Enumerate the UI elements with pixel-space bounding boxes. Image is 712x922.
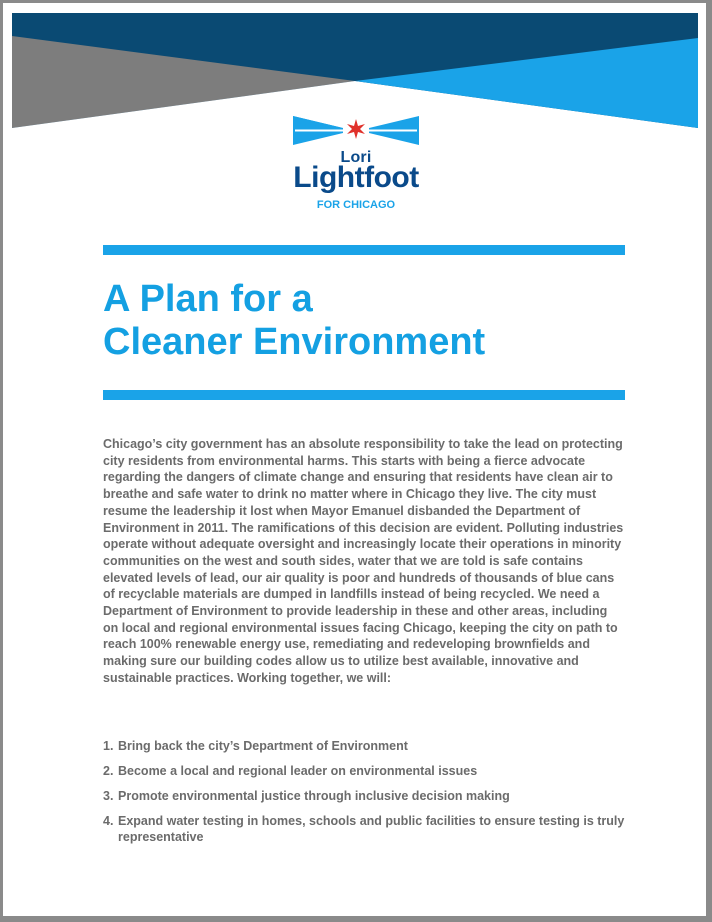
list-item-text: Expand water testing in homes, schools and public facilities to ensure testing is truly representative [118, 814, 625, 844]
page-title [103, 278, 663, 364]
list-item-text: Become a local and regional leader on environmental issues [118, 764, 478, 778]
intro-paragraph: Chicago’s city government has an absolute responsibility to take the lead on protecting city residents from environmental harms. This starts with being a fierce advocate regarding the dangers of climate change and ensuring that residents have clean air to breathe and safe water to drink no matter where in Chicago they live. The city must resume the leadership it lost when Mayor Emanuel disbanded the Department of Environment in 2011. The ramifications of this decision are evident. Polluting industries operate without adequate oversight and increasingly locate their operations in minority communities on the west and south sides, water that we are told is safe contains elevated levels of lead, our air quality is poor and hundreds of thousands of blue cans of recyclable materials are dumped in landfills instead of being recycled. We need a Department of Environment to provide leadership in these and other areas, including on local and regional environmental issues facing Chicago, keeping the city on path to reach 100% renewable energy use, remediating and redeveloping brownfields and making sure our building codes allow us to utilize best available, innovative and sustainable practices. Working together, we will: [103, 437, 624, 685]
list-item-number: 2. [103, 764, 114, 778]
chicago-star-icon [291, 111, 421, 149]
title-line-2: Cleaner Environment [103, 321, 486, 363]
commitments-list [103, 738, 625, 854]
logo-first-name: Lori [340, 149, 372, 166]
list-item-number: 4. [103, 814, 114, 828]
list-item-text: Bring back the city’s Department of Environment [118, 739, 408, 753]
list-item-number: 1. [103, 739, 114, 753]
logo-tagline: FOR CHICAGO [316, 199, 396, 211]
list-item-text: Promote environmental justice through inclusive decision making [118, 789, 510, 803]
list-item [103, 813, 625, 845]
title-rule-bottom [103, 390, 625, 400]
list-item [103, 738, 625, 754]
list-item [103, 763, 625, 779]
document-page [3, 3, 706, 916]
title-rule-top [103, 245, 625, 255]
title-line-1: A Plan for a [103, 278, 313, 320]
logo-last-name: Lightfoot [293, 161, 419, 194]
list-item-number: 3. [103, 789, 114, 803]
list-item [103, 788, 625, 804]
campaign-logo [291, 111, 421, 211]
